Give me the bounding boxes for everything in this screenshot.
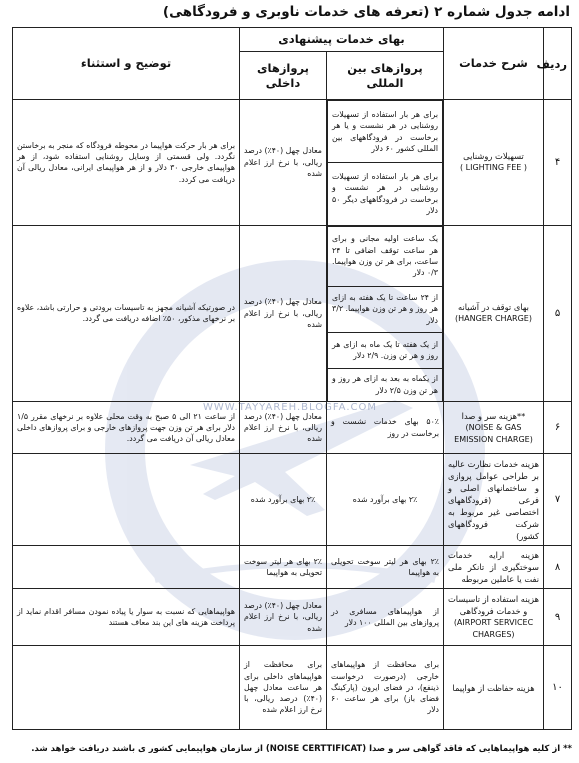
header-proposed-price: بهای خدمات پیشنهادی	[240, 28, 444, 52]
service-description: هزینه ارایه خدمات سوختگیری از تانکر ملی نفت یا عاملین مربوطه	[444, 546, 544, 589]
service-description	[444, 402, 544, 454]
header-international-flights: پروازهای بین المللی	[327, 52, 444, 100]
table-row	[13, 646, 572, 730]
header-domestic-flights: پروازهای داخلی	[240, 52, 327, 100]
row-number: ۱۰	[544, 646, 572, 730]
row-number: ۴	[544, 100, 572, 226]
international-price: برای محافظت از هواپیماهای خارجی (درصورت درخواست ذینفع)، در فضای ایرون (پارکینگ فضای باز) برای هر ساعت ۶۰ دلار	[327, 646, 444, 730]
table-row	[13, 546, 572, 589]
header-row-number: ردیف	[544, 28, 572, 100]
row-notes	[13, 546, 240, 589]
row-notes: هواپیماهایی که نسبت به سوار یا پیاده نمودن مسافر اقدام نماید از پرداخت هزینه های این بند معاف هستند	[13, 589, 240, 646]
footnote: ** از کلیه هواپیماهایی که فاقد گواهی سر و صدا (NOISE CERTTIFICAT) از سازمان هواپیمایی کشور ی باشند دریافت خواهد شد.	[31, 744, 572, 754]
service-description-fa: **هزینه سر و صدا	[461, 410, 526, 421]
domestic-price: ۲٪ بهای برآورد شده	[240, 454, 327, 546]
service-description-fa: تسهیلات روشنایی	[463, 151, 524, 162]
row-notes	[13, 454, 240, 546]
service-description-en: ( LIGHTING FEE )	[459, 163, 528, 173]
service-description-fa: هزینه استفاده از تاسیسات و خدمات فرودگاهی	[448, 594, 539, 616]
service-description	[444, 100, 544, 226]
service-description	[444, 589, 544, 646]
row-notes: برای هر بار حرکت هواپیما در محوطه فرودگاه که منجر به برخاستن نگردد. ولی قسمتی از وسایل روشنایی استفاده شود، از هر هواپیمای خارجی ۳۰ دلار و از هر هواپیمای ایرانی، معادل ریالی آن دریافت می کردد.	[13, 100, 240, 226]
international-price	[327, 100, 444, 226]
row-notes: از ساعت ۲۱ الی ۵ صبح به وقت محلی علاوه بر نرخهای مقرر ۱/۵ دلار برای هر تن وزن جهت پروازهای خارجی و برای پروازهای داخلی معادل ریالی آن دریافت می گردد.	[13, 402, 240, 454]
international-price: ۵۰٪ بهای خدمات نشست و برخاست در روز	[327, 402, 444, 454]
intl-price-line: یک ساعت اولیه مجانی و برای هر ساعت توقف اضافی تا ۲۴ ساعت، برای هر تن وزن هواپیما. ۰/۳ دلار	[328, 226, 443, 286]
row-notes: در صورتیکه آشیانه مجهز به تاسیسات برودتی و حرارتی باشد، علاوه بر نرخهای مذکور، ۵۰٪ اضافه دریافت می گردد.	[13, 225, 240, 402]
intl-price-line: برای هر بار استفاده از تسهیلات روشنایی در هر نشست و برخاست در فرودگاههای دیگر ۵۰ دلار	[328, 163, 443, 225]
service-description-en: (AIRPORT SERVICEC CHARGES)	[453, 618, 534, 639]
international-price	[327, 225, 444, 402]
header-notes: توضیح و استثناء	[13, 28, 240, 100]
domestic-price: معادل چهل (۴۰٪) درصد ریالی، با نرخ ارز اعلام شده	[240, 225, 327, 402]
row-number: ۹	[544, 589, 572, 646]
domestic-price: برای محافظت از هواپیماهای داخلی برای هر ساعت معادل چهل (۴۰٪) درصد ریالی، با نرخ ارز اعلام شده	[240, 646, 327, 730]
table-row	[13, 100, 572, 226]
header-service-description: شرح خدمات	[444, 28, 544, 100]
service-description-en: (HANGER CHARGE)	[455, 314, 532, 324]
service-description: هزینه خدمات نظارت عالیه بر طراحی عوامل پروازی و ساختمانهای اصلی و فرعی (فرودگاههای اختصاصی غیر مربوط به شرکت فرودگاههای کشور)	[444, 454, 544, 546]
service-description: هزینه حفاظت از هواپیما	[444, 646, 544, 730]
international-price: ۲٪ بهای برآورد شده	[327, 454, 444, 546]
intl-price-line: از یک هفته تا یک ماه به ازای هر روز و هر تن وزن. ۲/۹ دلار	[328, 332, 443, 368]
table-row	[13, 402, 572, 454]
intl-price-line: از یکماه به بعد به ازای هر روز و هر تن وزن ۲/۵ دلار	[328, 368, 443, 401]
row-number: ۶	[544, 402, 572, 454]
service-description-en: (NOISE & GAS EMISSION CHARGE)	[454, 422, 533, 444]
table-row	[13, 454, 572, 546]
service-description-fa: بهای توقف در آشیانه	[458, 302, 529, 313]
row-number: ۸	[544, 546, 572, 589]
table-row	[13, 589, 572, 646]
domestic-price: معادل چهل (۴۰٪) درصد ریالی، با نرخ ارز اعلام شده	[240, 402, 327, 454]
domestic-price: معادل چهل (۴۰٪) درصد ریالی، با نرخ ارز اعلام شده	[240, 100, 327, 226]
domestic-price: معادل چهل (۴۰٪) درصد ریالی، با نرخ ارز اعلام شده	[240, 589, 327, 646]
intl-price-line: از ۲۴ ساعت تا یک هفته به ازای هر روز و هر تن وزن هواپیما. ۳/۲ دلار	[328, 286, 443, 332]
row-number: ۷	[544, 454, 572, 546]
row-number: ۵	[544, 225, 572, 402]
table-row	[13, 225, 572, 402]
page-title: ادامه جدول شماره ۲ (تعرفه های خدمات ناوبری و فرودگاهی)	[162, 4, 570, 20]
international-price: از هواپیماهای مسافری در پروازهای بین المللی ۱۰۰ دلار	[327, 589, 444, 646]
international-price: ۲٪ بهای هر لیتر سوخت تحویلی به هواپیما	[327, 546, 444, 589]
service-description	[444, 225, 544, 402]
row-notes	[13, 646, 240, 730]
domestic-price: ۲٪ بهای هر لیتر سوخت تحویلی به هواپیما	[240, 546, 327, 589]
header-row-top	[13, 28, 572, 52]
tariff-table	[12, 27, 572, 730]
intl-price-line: برای هر بار استفاده از تسهیلات روشنایی در هر نشست و یا هر برخاست در فرودگاههای بین المللی کشور ۶۰ دلار	[328, 101, 443, 163]
watermark-url: WWW.TAYYAREH.BLOGFA.COM	[202, 402, 377, 413]
